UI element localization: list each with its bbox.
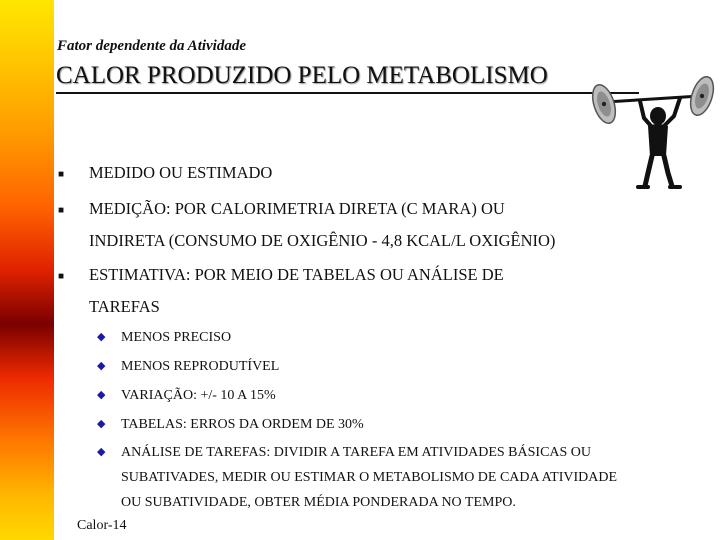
- sub-bullet-marker: ◆: [97, 446, 106, 458]
- sub-bullet-marker: ◆: [97, 418, 106, 430]
- sub-bullet-line: ANÁLISE DE TAREFAS: DIVIDIR A TAREFA EM ATIVIDADES BÁSICAS OU: [121, 445, 592, 460]
- bullet-marker: ■: [58, 169, 65, 180]
- bullet-line: TAREFAS: [89, 297, 160, 316]
- bullet-line: MEDIÇÃO: POR CALORIMETRIA DIRETA (C MARA) OU: [89, 199, 505, 218]
- sub-bullet-line: TABELAS: ERROS DA ORDEM DE 30%: [121, 417, 364, 432]
- bullet-line: ESTIMATIVA: POR MEIO DE TABELAS OU ANÁLISE DE: [89, 265, 504, 284]
- sub-bullet-line: SUBATIVADES, MEDIR OU ESTIMAR O METABOLISMO DE CADA ATIVIDADE: [121, 470, 618, 485]
- sub-bullet-item: [121, 383, 711, 408]
- sub-bullet-line: MENOS REPRODUTÍVEL: [121, 359, 280, 374]
- sub-bullet-item: [121, 354, 711, 379]
- slide-subtitle: Fator dependente da Atividade: [57, 38, 247, 54]
- bullet-item: [89, 193, 689, 257]
- sub-bullet-line: OU SUBATIVIDADE, OBTER MÉDIA PONDERADA NO TEMPO.: [121, 495, 516, 510]
- left-weight-plate: [588, 82, 619, 126]
- sub-bullet-marker: ◆: [97, 360, 106, 372]
- sub-bullet-marker: ◆: [97, 389, 106, 401]
- decorative-side-bar: [0, 0, 54, 540]
- sub-bullet-marker: ◆: [97, 331, 106, 343]
- bullet-item: [89, 157, 689, 189]
- bullet-marker: ■: [58, 271, 65, 282]
- slide-footer: Calor-14: [77, 518, 127, 533]
- sub-bullet-item: [121, 440, 711, 515]
- bullet-line: INDIRETA (CONSUMO DE OXIGÊNIO - 4,8 KCAL/L OXIGÊNIO): [89, 231, 556, 250]
- sub-bullet-line: VARIAÇÃO: +/- 10 A 15%: [121, 388, 276, 403]
- title-underline: [56, 92, 639, 94]
- sub-bullet-item: [121, 412, 711, 437]
- bullet-item: [89, 259, 689, 323]
- bullet-marker: ■: [58, 205, 65, 216]
- bullet-line: MEDIDO OU ESTIMADO: [89, 163, 273, 182]
- sub-bullet-line: MENOS PRECISO: [121, 330, 232, 345]
- right-weight-plate: [686, 76, 717, 118]
- sub-bullet-item: [121, 325, 711, 350]
- slide-title: CALOR PRODUZIDO PELO METABOLISMO: [56, 62, 548, 89]
